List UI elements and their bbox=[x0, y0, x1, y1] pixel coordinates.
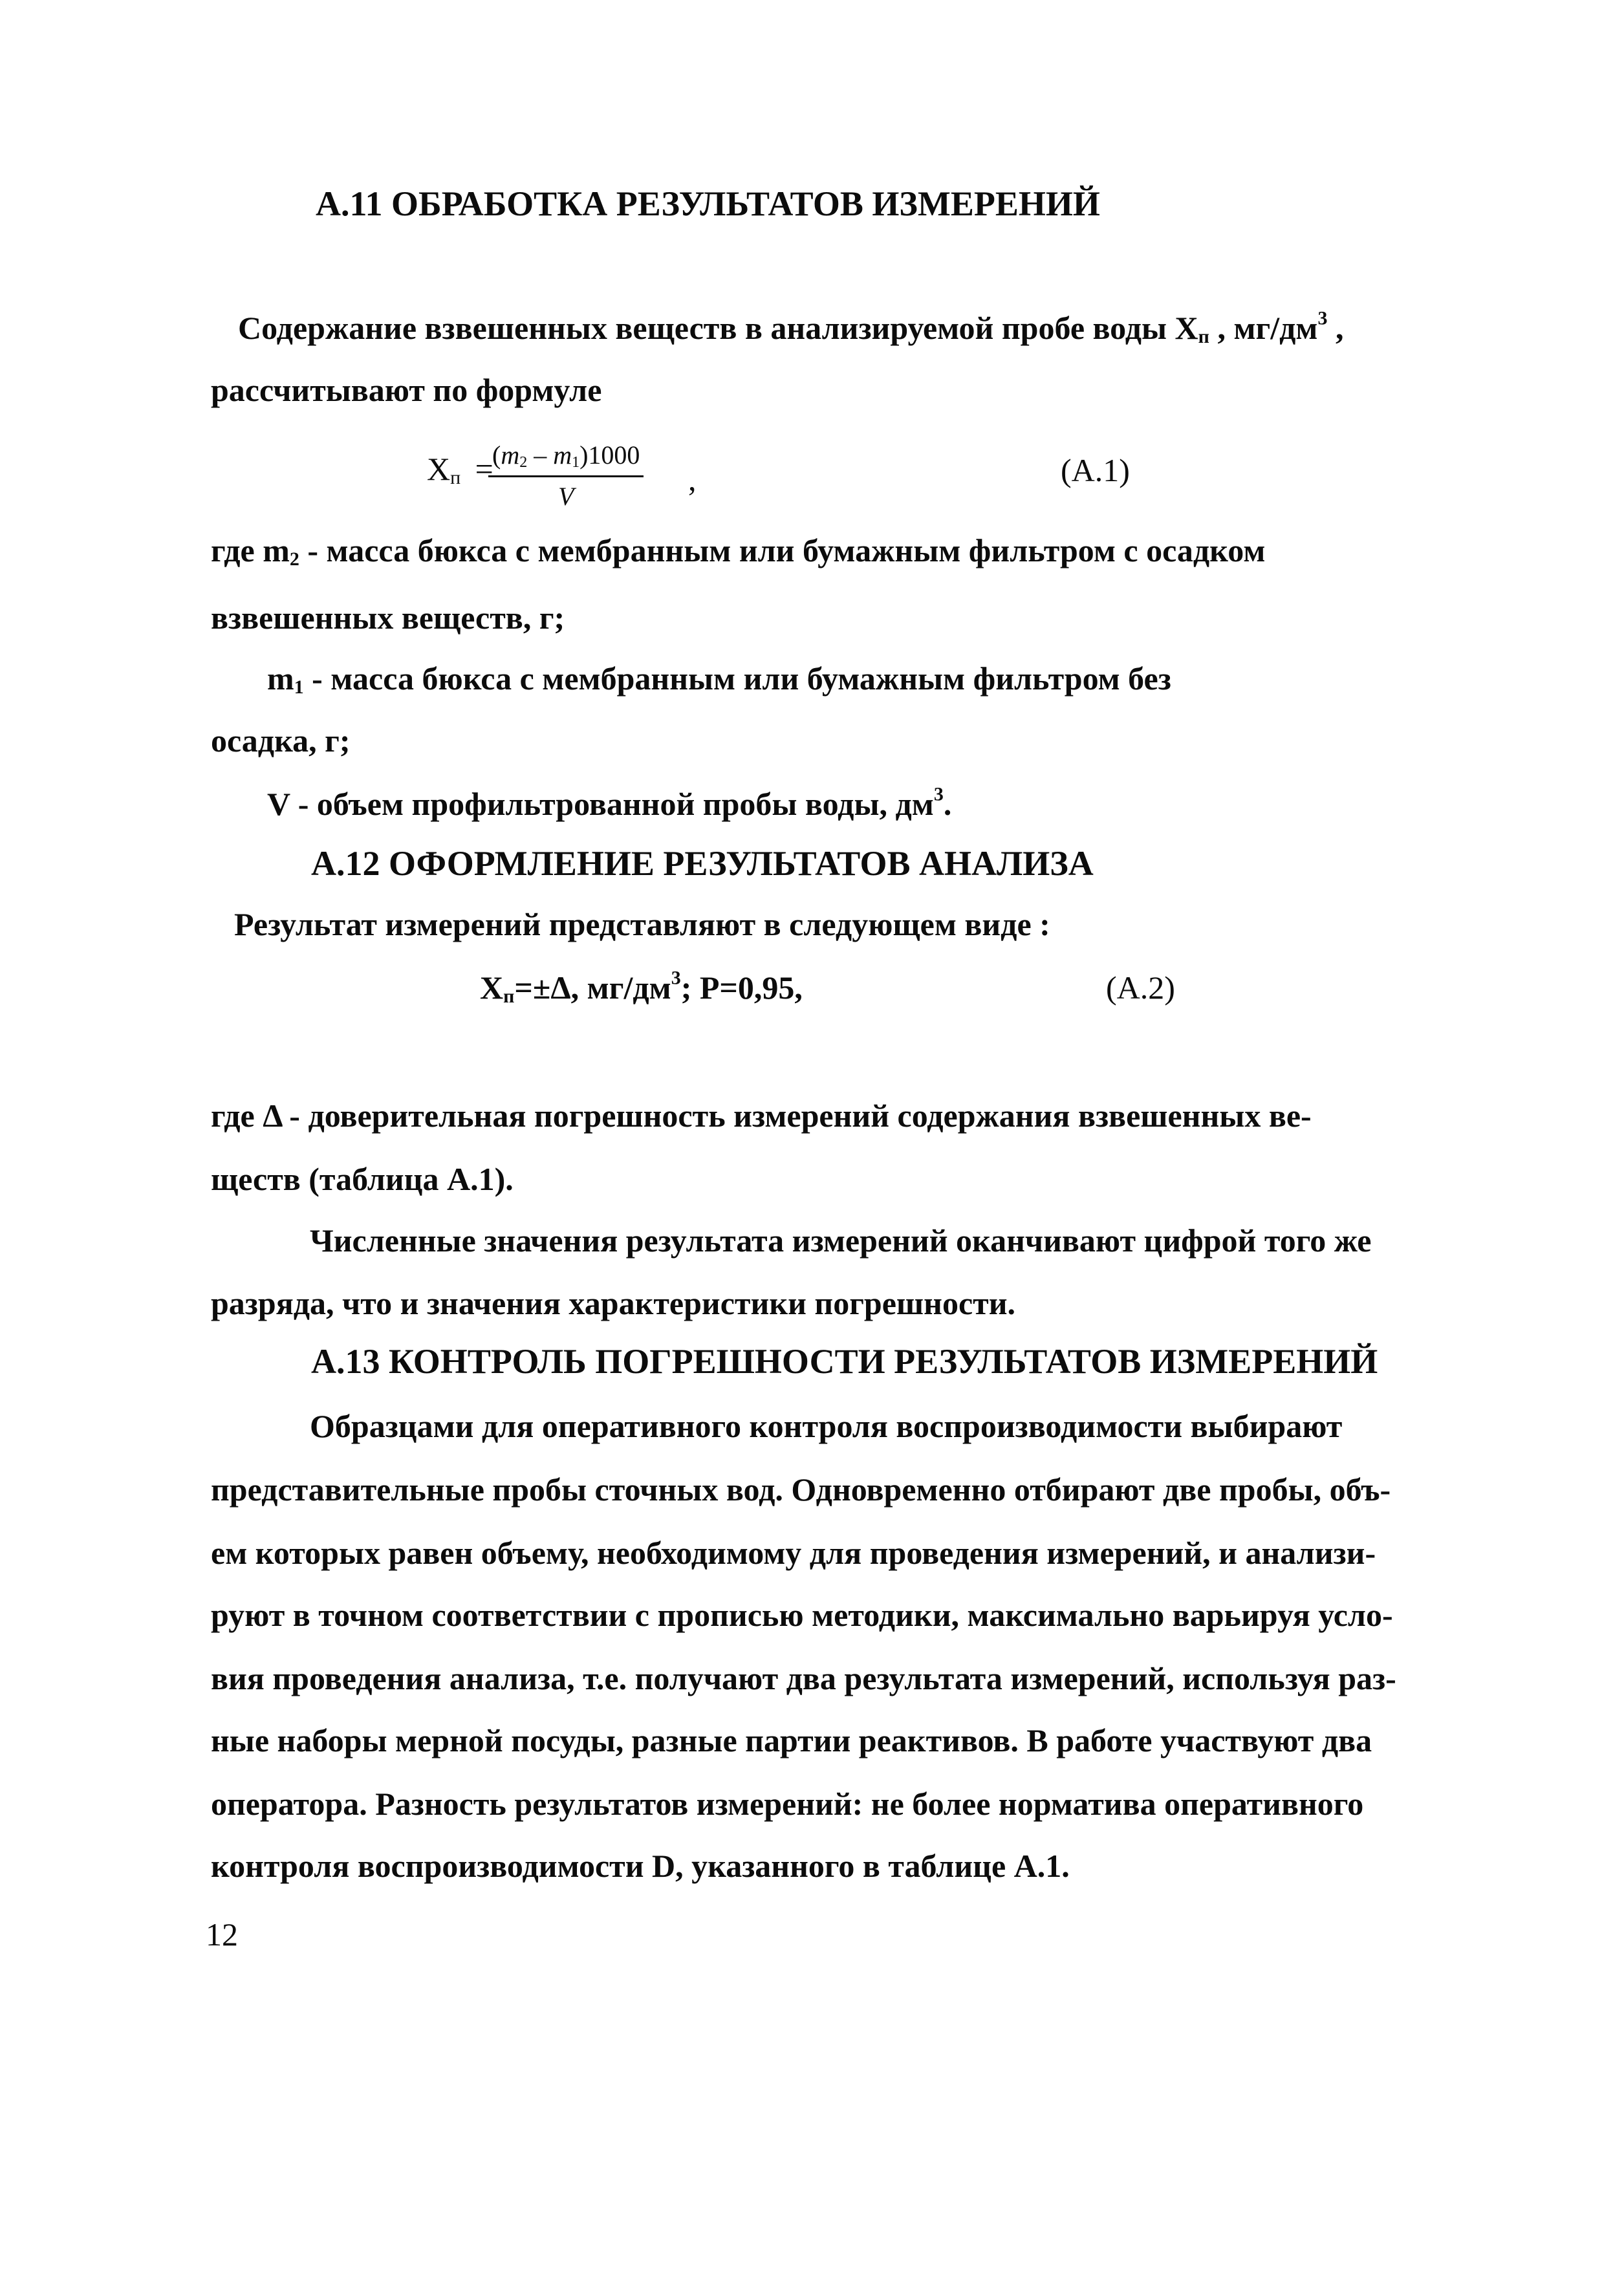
formula-a1-numerator bbox=[488, 440, 644, 477]
formula-a1-comma: , bbox=[688, 461, 697, 497]
superscript-3: 3 bbox=[1317, 307, 1328, 329]
a11-intro-text: Содержание взвешенных веществ в анализируемой пробе воды Х bbox=[238, 310, 1198, 346]
where-m2-text: - масса бюкса с мембранным или бумажным фильтром с осадком bbox=[299, 532, 1266, 568]
var-m2-sub: 2 bbox=[519, 453, 528, 471]
a11-intro-end: , bbox=[1327, 310, 1344, 346]
where-m2-sub: 2 bbox=[289, 548, 299, 570]
formula-a2-x-sub: п bbox=[503, 986, 515, 1007]
var-m2: m bbox=[501, 440, 520, 470]
where-m2-continuation: взвешенных веществ, г; bbox=[211, 600, 565, 636]
where-v-sup: 3 bbox=[933, 783, 944, 805]
a13-line-6: ные наборы мерной посуды, разные партии реактивов. В работе участвуют два bbox=[211, 1722, 1372, 1758]
a12-para-line2: разряда, что и значения характеристики погрешности. bbox=[211, 1285, 1016, 1321]
where-m2-var: где m bbox=[211, 532, 290, 568]
page-number: 12 bbox=[206, 1916, 238, 1953]
formula-a2-body: =±Δ, мг/дм bbox=[514, 969, 671, 1006]
a13-line-1: Образцами для оперативного контроля воспроизводимости выбирают bbox=[310, 1408, 1343, 1444]
where-v-line bbox=[267, 783, 952, 822]
formula-a2-sup: 3 bbox=[671, 967, 681, 989]
minus-sign: – bbox=[527, 440, 554, 470]
paren-open: ( bbox=[492, 440, 501, 470]
a13-line-8: контроля воспроизводимости D, указанного в таблице А.1. bbox=[211, 1848, 1070, 1884]
a13-line-3: ем которых равен объему, необходимому для проведения измерений, и анализи- bbox=[211, 1535, 1376, 1571]
where-v-end: . bbox=[943, 786, 952, 822]
a13-line-2: представительные пробы сточных вод. Одновременно отбирают две пробы, объ- bbox=[211, 1471, 1391, 1508]
where-m1-continuation: осадка, г; bbox=[211, 722, 351, 759]
section-a11-heading: А.11 ОБРАБОТКА РЕЗУЛЬТАТОВ ИЗМЕРЕНИЙ bbox=[316, 184, 1100, 223]
section-a12-heading: А.12 ОФОРМЛЕНИЕ РЕЗУЛЬТАТОВ АНАЛИЗА bbox=[311, 844, 1094, 883]
a12-line1: Результат измерений представляют в следующем виде : bbox=[234, 906, 1050, 942]
a12-where-line2: ществ (таблица А.1). bbox=[211, 1161, 514, 1197]
a13-line-5: вия проведения анализа, т.е. получают два результата измерений, используя раз- bbox=[211, 1660, 1396, 1696]
section-a13-heading: А.13 КОНТРОЛЬ ПОГРЕШНОСТИ РЕЗУЛЬТАТОВ ИЗМЕРЕНИЙ bbox=[311, 1342, 1378, 1381]
where-m1-var: m bbox=[267, 660, 294, 697]
where-m1-text: - масса бюкса с мембранным или бумажным фильтром без bbox=[303, 660, 1171, 697]
a11-intro-line1 bbox=[238, 307, 1344, 347]
var-m1: m bbox=[553, 440, 572, 470]
formula-a2-number: (А.2) bbox=[1106, 969, 1175, 1006]
where-m1-line bbox=[267, 660, 1171, 698]
where-v-text: V - объем профильтрованной пробы воды, дм bbox=[267, 786, 934, 822]
a12-where-line1: где Δ - доверительная погрешность измерений содержания взвешенных ве- bbox=[211, 1098, 1312, 1134]
formula-a1-x: Х bbox=[427, 451, 451, 487]
where-m2-line bbox=[211, 532, 1266, 570]
a11-intro-line2: рассчитывают по формуле bbox=[211, 372, 602, 408]
formula-a2-x: Х bbox=[480, 969, 504, 1006]
formula-a2 bbox=[480, 967, 803, 1007]
a11-intro-unit: , мг/дм bbox=[1209, 310, 1318, 346]
a12-para-line1: Численные значения результата измерений оканчивают цифрой того же bbox=[310, 1222, 1372, 1259]
formula-a1-x-sub: п bbox=[450, 467, 461, 488]
paren-close-1000: )1000 bbox=[579, 440, 640, 470]
formula-a1-number: (А.1) bbox=[1061, 452, 1130, 488]
where-m1-sub: 1 bbox=[294, 676, 304, 698]
formula-a1-fraction bbox=[488, 440, 644, 512]
formula-a1-lhs bbox=[427, 451, 493, 488]
var-m1-sub: 1 bbox=[572, 453, 580, 471]
formula-a2-end: ; Р=0,95, bbox=[680, 969, 803, 1006]
a13-line-7: оператора. Разность результатов измерений: не более норматива оперативного bbox=[211, 1786, 1364, 1822]
subscript-p: п bbox=[1198, 326, 1209, 347]
formula-a1-denominator: V bbox=[558, 482, 574, 511]
a13-line-4: руют в точном соответствии с прописью методики, максимально варьируя усло- bbox=[211, 1597, 1393, 1633]
formula-a1-equals: = bbox=[475, 451, 493, 487]
